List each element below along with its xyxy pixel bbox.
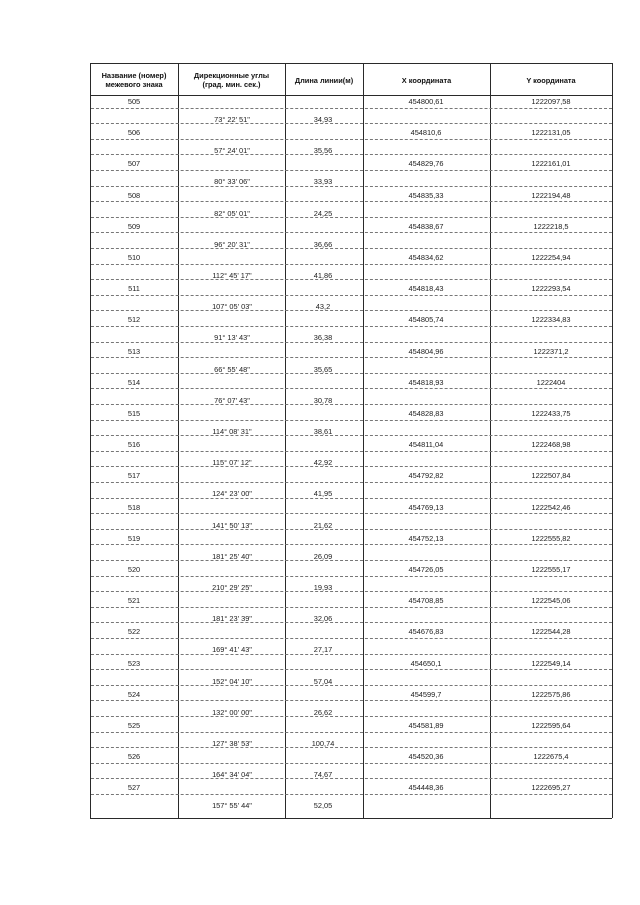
row-separator — [91, 622, 612, 623]
point-name: 510 — [127, 253, 141, 262]
point-name: 521 — [127, 596, 141, 605]
point-name: 522 — [127, 627, 141, 636]
line-length: 26,62 — [313, 708, 333, 717]
y-coordinate: 1222507,84 — [531, 471, 571, 480]
header-angles-line1: Дирекционные углы — [193, 71, 270, 80]
direction-angle: 164° 34' 04" — [212, 770, 252, 779]
direction-angle: 76° 07' 43" — [214, 396, 250, 405]
y-coordinate: 1222293,54 — [531, 284, 571, 293]
point-name: 526 — [127, 752, 141, 761]
point-name: 518 — [127, 503, 141, 512]
y-coordinate: 1222254,94 — [531, 253, 571, 262]
direction-angle: 124° 23' 00" — [212, 489, 252, 498]
row-separator — [91, 186, 612, 187]
row-separator — [91, 342, 612, 343]
point-name: 512 — [127, 315, 141, 324]
row-separator — [91, 794, 612, 795]
table-border-top — [90, 63, 612, 64]
line-length: 36,66 — [313, 240, 333, 249]
direction-angle: 112° 45' 17" — [212, 271, 252, 280]
direction-angle: 141° 50' 13" — [212, 521, 252, 530]
row-separator — [91, 685, 612, 686]
y-coordinate: 1222675,4 — [533, 752, 569, 761]
line-length: 26,09 — [313, 552, 333, 561]
header-point-name-line1: Название (номер) — [101, 71, 167, 80]
row-separator — [91, 310, 612, 311]
row-separator — [91, 232, 612, 233]
point-name: 527 — [127, 783, 141, 792]
x-coordinate: 454752,13 — [408, 534, 444, 543]
row-separator — [91, 295, 612, 296]
y-coordinate: 1222131,05 — [531, 128, 571, 137]
x-coordinate: 454810,6 — [410, 128, 442, 137]
row-separator — [91, 201, 612, 202]
y-coordinate: 1222555,82 — [531, 534, 571, 543]
point-name: 515 — [127, 409, 141, 418]
row-separator — [91, 700, 612, 701]
y-coordinate: 1222542,46 — [531, 503, 571, 512]
direction-angle: 115° 07' 12" — [212, 458, 252, 467]
row-separator — [91, 716, 612, 717]
x-coordinate: 454599,7 — [410, 690, 442, 699]
x-coordinate: 454811,04 — [408, 440, 444, 449]
table-border-header — [90, 95, 612, 96]
line-length: 30,78 — [313, 396, 333, 405]
row-separator — [91, 435, 612, 436]
row-separator — [91, 373, 612, 374]
y-coordinate: 1222545,06 — [531, 596, 571, 605]
y-coordinate: 1222218,5 — [533, 222, 569, 231]
row-separator — [91, 466, 612, 467]
row-separator — [91, 420, 612, 421]
row-separator — [91, 747, 612, 748]
y-coordinate: 1222097,58 — [531, 97, 571, 106]
row-separator — [91, 763, 612, 764]
x-coordinate: 454792,82 — [408, 471, 444, 480]
direction-angle: 66° 55' 48" — [214, 365, 250, 374]
x-coordinate: 454829,76 — [408, 159, 444, 168]
point-name: 514 — [127, 378, 141, 387]
row-separator — [91, 591, 612, 592]
line-length: 42,92 — [313, 458, 333, 467]
direction-angle: 152° 04' 10" — [212, 677, 252, 686]
direction-angle: 82° 05' 01" — [214, 209, 250, 218]
header-x-text: X координата — [401, 75, 452, 85]
row-separator — [91, 669, 612, 670]
line-length: 33,93 — [313, 177, 333, 186]
direction-angle: 114° 08' 31" — [212, 427, 252, 436]
row-separator — [91, 732, 612, 733]
direction-angle: 132° 00' 00" — [212, 708, 252, 717]
line-length: 34,93 — [313, 115, 333, 124]
row-separator — [91, 451, 612, 452]
line-length: 57,04 — [313, 677, 333, 686]
point-name: 516 — [127, 440, 141, 449]
direction-angle: 57° 24' 01" — [214, 146, 250, 155]
direction-angle: 73° 22' 51" — [214, 115, 250, 124]
row-separator — [91, 326, 612, 327]
x-coordinate: 454769,13 — [408, 503, 444, 512]
direction-angle: 169° 41' 43" — [212, 645, 252, 654]
row-separator — [91, 264, 612, 265]
x-coordinate: 454834,62 — [408, 253, 444, 262]
column-divider — [285, 63, 286, 818]
line-length: 35,56 — [313, 146, 333, 155]
y-coordinate: 1222695,27 — [531, 783, 571, 792]
row-separator — [91, 560, 612, 561]
row-separator — [91, 513, 612, 514]
point-name: 519 — [127, 534, 141, 543]
column-divider — [612, 63, 613, 818]
y-coordinate: 1222595,64 — [531, 721, 571, 730]
point-name: 508 — [127, 191, 141, 200]
x-coordinate: 454726,05 — [408, 565, 444, 574]
column-divider — [363, 63, 364, 818]
y-coordinate: 1222334,83 — [531, 315, 571, 324]
line-length: 52,05 — [313, 801, 333, 810]
line-length: 43,2 — [315, 302, 331, 311]
header-direction-angles — [178, 66, 285, 94]
row-separator — [91, 279, 612, 280]
row-separator — [91, 248, 612, 249]
x-coordinate: 454828,83 — [408, 409, 444, 418]
point-name: 525 — [127, 721, 141, 730]
row-separator — [91, 576, 612, 577]
header-x-coordinate — [363, 66, 490, 94]
row-separator — [91, 388, 612, 389]
x-coordinate: 454835,33 — [408, 191, 444, 200]
row-separator — [91, 482, 612, 483]
direction-angle: 107° 05' 03" — [212, 302, 252, 311]
row-separator — [91, 139, 612, 140]
direction-angle: 181° 23' 39" — [212, 614, 252, 623]
direction-angle: 91° 13' 43" — [214, 333, 250, 342]
column-divider — [490, 63, 491, 818]
header-line-length — [285, 66, 363, 94]
direction-angle: 210° 29' 25" — [212, 583, 252, 592]
y-coordinate: 1222555,17 — [531, 565, 571, 574]
point-name: 507 — [127, 159, 141, 168]
y-coordinate: 1222371,2 — [533, 347, 569, 356]
point-name: 511 — [128, 284, 140, 293]
x-coordinate: 454581,89 — [408, 721, 444, 730]
row-separator — [91, 544, 612, 545]
y-coordinate: 1222161,01 — [531, 159, 571, 168]
y-coordinate: 1222544,28 — [531, 627, 571, 636]
x-coordinate: 454650,1 — [410, 659, 442, 668]
point-name: 524 — [127, 690, 141, 699]
header-y-text: Y координата — [526, 75, 576, 85]
x-coordinate: 454800,61 — [408, 97, 444, 106]
table-border-bottom — [90, 818, 612, 819]
row-separator — [91, 638, 612, 639]
line-length: 38,61 — [313, 427, 333, 436]
x-coordinate: 454676,83 — [408, 627, 444, 636]
y-coordinate: 1222404 — [536, 378, 566, 387]
x-coordinate: 454448,36 — [408, 783, 444, 792]
header-angles-line2: (град. мин. сек.) — [202, 80, 261, 89]
row-separator — [91, 498, 612, 499]
direction-angle: 181° 25' 40" — [212, 552, 252, 561]
y-coordinate: 1222575,86 — [531, 690, 571, 699]
row-separator — [91, 123, 612, 124]
line-length: 100,74 — [311, 739, 335, 748]
y-coordinate: 1222549,14 — [531, 659, 571, 668]
header-point-name-line2: межевого знака — [105, 80, 163, 89]
line-length: 19,93 — [313, 583, 333, 592]
x-coordinate: 454708,85 — [408, 596, 444, 605]
point-name: 506 — [127, 128, 141, 137]
column-divider — [90, 63, 91, 818]
row-separator — [91, 607, 612, 608]
row-separator — [91, 404, 612, 405]
row-separator — [91, 154, 612, 155]
line-length: 41,95 — [313, 489, 333, 498]
line-length: 21,62 — [313, 521, 333, 530]
line-length: 74,67 — [313, 770, 333, 779]
point-name: 517 — [127, 471, 141, 480]
row-separator — [91, 778, 612, 779]
header-point-name — [90, 66, 178, 94]
line-length: 36,38 — [313, 333, 333, 342]
x-coordinate: 454804,96 — [408, 347, 444, 356]
y-coordinate: 1222433,75 — [531, 409, 571, 418]
direction-angle: 127° 38' 53" — [212, 739, 252, 748]
point-name: 509 — [127, 222, 141, 231]
x-coordinate: 454805,74 — [408, 315, 444, 324]
point-name: 505 — [127, 97, 141, 106]
direction-angle: 157° 55' 44" — [212, 801, 252, 810]
row-separator — [91, 357, 612, 358]
point-name: 523 — [127, 659, 141, 668]
line-length: 24,25 — [313, 209, 333, 218]
line-length: 32,06 — [313, 614, 333, 623]
x-coordinate: 454838,67 — [408, 222, 444, 231]
y-coordinate: 1222194,48 — [531, 191, 571, 200]
row-separator — [91, 529, 612, 530]
direction-angle: 80° 33' 06" — [214, 177, 250, 186]
column-divider — [178, 63, 179, 818]
x-coordinate: 454520,36 — [408, 752, 444, 761]
direction-angle: 96° 20' 31" — [214, 240, 250, 249]
header-y-coordinate — [490, 66, 612, 94]
y-coordinate: 1222468,98 — [531, 440, 571, 449]
point-name: 513 — [127, 347, 141, 356]
point-name: 520 — [127, 565, 141, 574]
row-separator — [91, 654, 612, 655]
line-length: 27,17 — [313, 645, 333, 654]
row-separator — [91, 217, 612, 218]
row-separator — [91, 108, 612, 109]
line-length: 35,65 — [313, 365, 333, 374]
x-coordinate: 454818,43 — [408, 284, 444, 293]
x-coordinate: 454818,93 — [408, 378, 444, 387]
header-length-text: Длина линии(м) — [294, 75, 354, 85]
row-separator — [91, 170, 612, 171]
line-length: 41,86 — [313, 271, 333, 280]
